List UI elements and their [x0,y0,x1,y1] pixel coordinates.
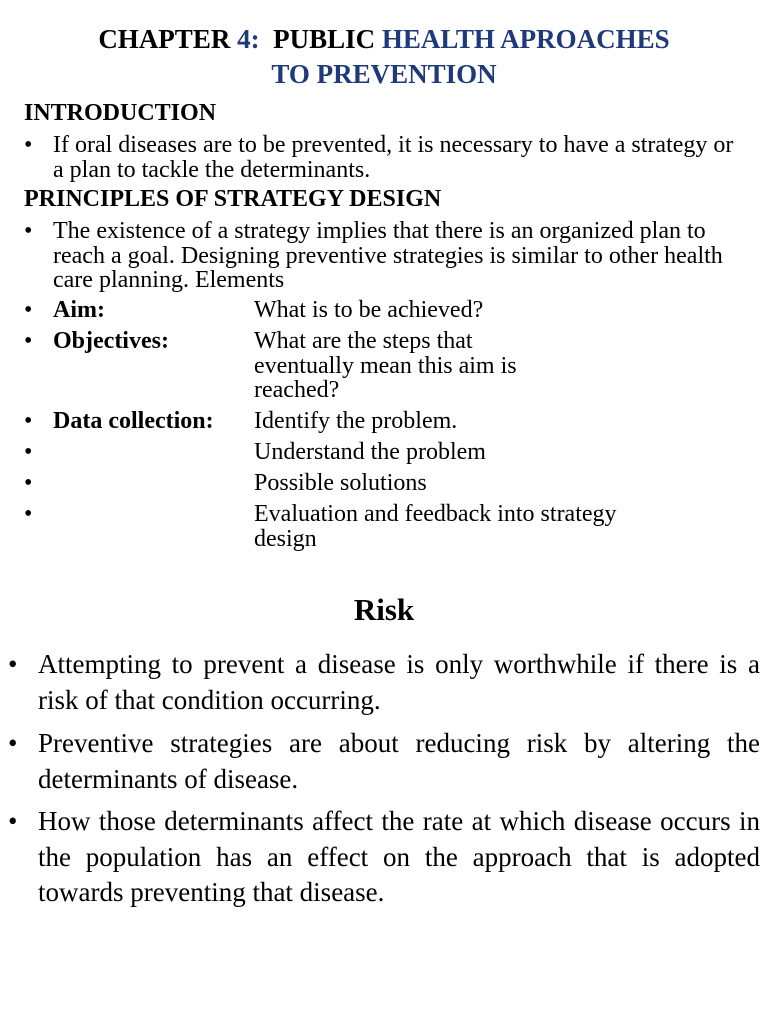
introduction-heading: INTRODUCTION [24,100,217,126]
chapter-title [0,22,768,92]
risk-heading: Risk [353,592,415,627]
bullet-glyph: • [24,132,33,158]
risk-bullet-2: • Preventive strategies are about reducing risk by altering the determinants of disease. [8,728,760,794]
bullet-glyph: • [8,728,18,758]
risk-bullet-3: • How those determinants affect the rate at which disease occurs in the population has an effect on the approach that is adopted towards preventing that disease. [8,806,760,907]
element-definition: What are the steps that eventually mean this aim is reached? [254,328,517,403]
bullet-glyph: • [24,297,33,323]
risk-bullet-1: • Attempting to prevent a disease is only worthwhile if there is a risk of that condition occurring. [8,649,760,715]
element-definition: Evaluation and feedback into strategy design [254,501,617,552]
bullet-glyph: • [24,439,33,465]
bullet-glyph: • [24,218,33,244]
chapter-title-line-2: TO PREVENTION [271,59,497,89]
element-definition: Identify the problem. [254,408,458,434]
bullet-glyph: • [8,806,18,836]
bullet-glyph: • [24,408,33,434]
principles-bullet: • The existence of a strategy implies that there is an organized plan to reach a goal. Designing preventive strategies is similar to other health care planning. Elements [24,218,723,293]
element-term: Objectives: [53,328,169,354]
chapter-title-line-1: CHAPTER 4: PUBLIC HEALTH APROACHES [98,24,670,54]
element-term: Aim: [53,297,105,323]
bullet-glyph: • [24,328,33,354]
element-definition: Understand the problem [254,439,486,465]
element-definition: Possible solutions [254,470,427,496]
principles-heading: PRINCIPLES OF STRATEGY DESIGN [24,186,442,212]
bullet-glyph: • [8,649,18,679]
introduction-bullet: • If oral diseases are to be prevented, it is necessary to have a strategy or a plan to tackle the determinants. [24,132,734,183]
element-definition: What is to be achieved? [254,297,484,323]
bullet-glyph: • [24,501,33,527]
element-term: Data collection: [53,408,214,434]
bullet-glyph: • [24,470,33,496]
